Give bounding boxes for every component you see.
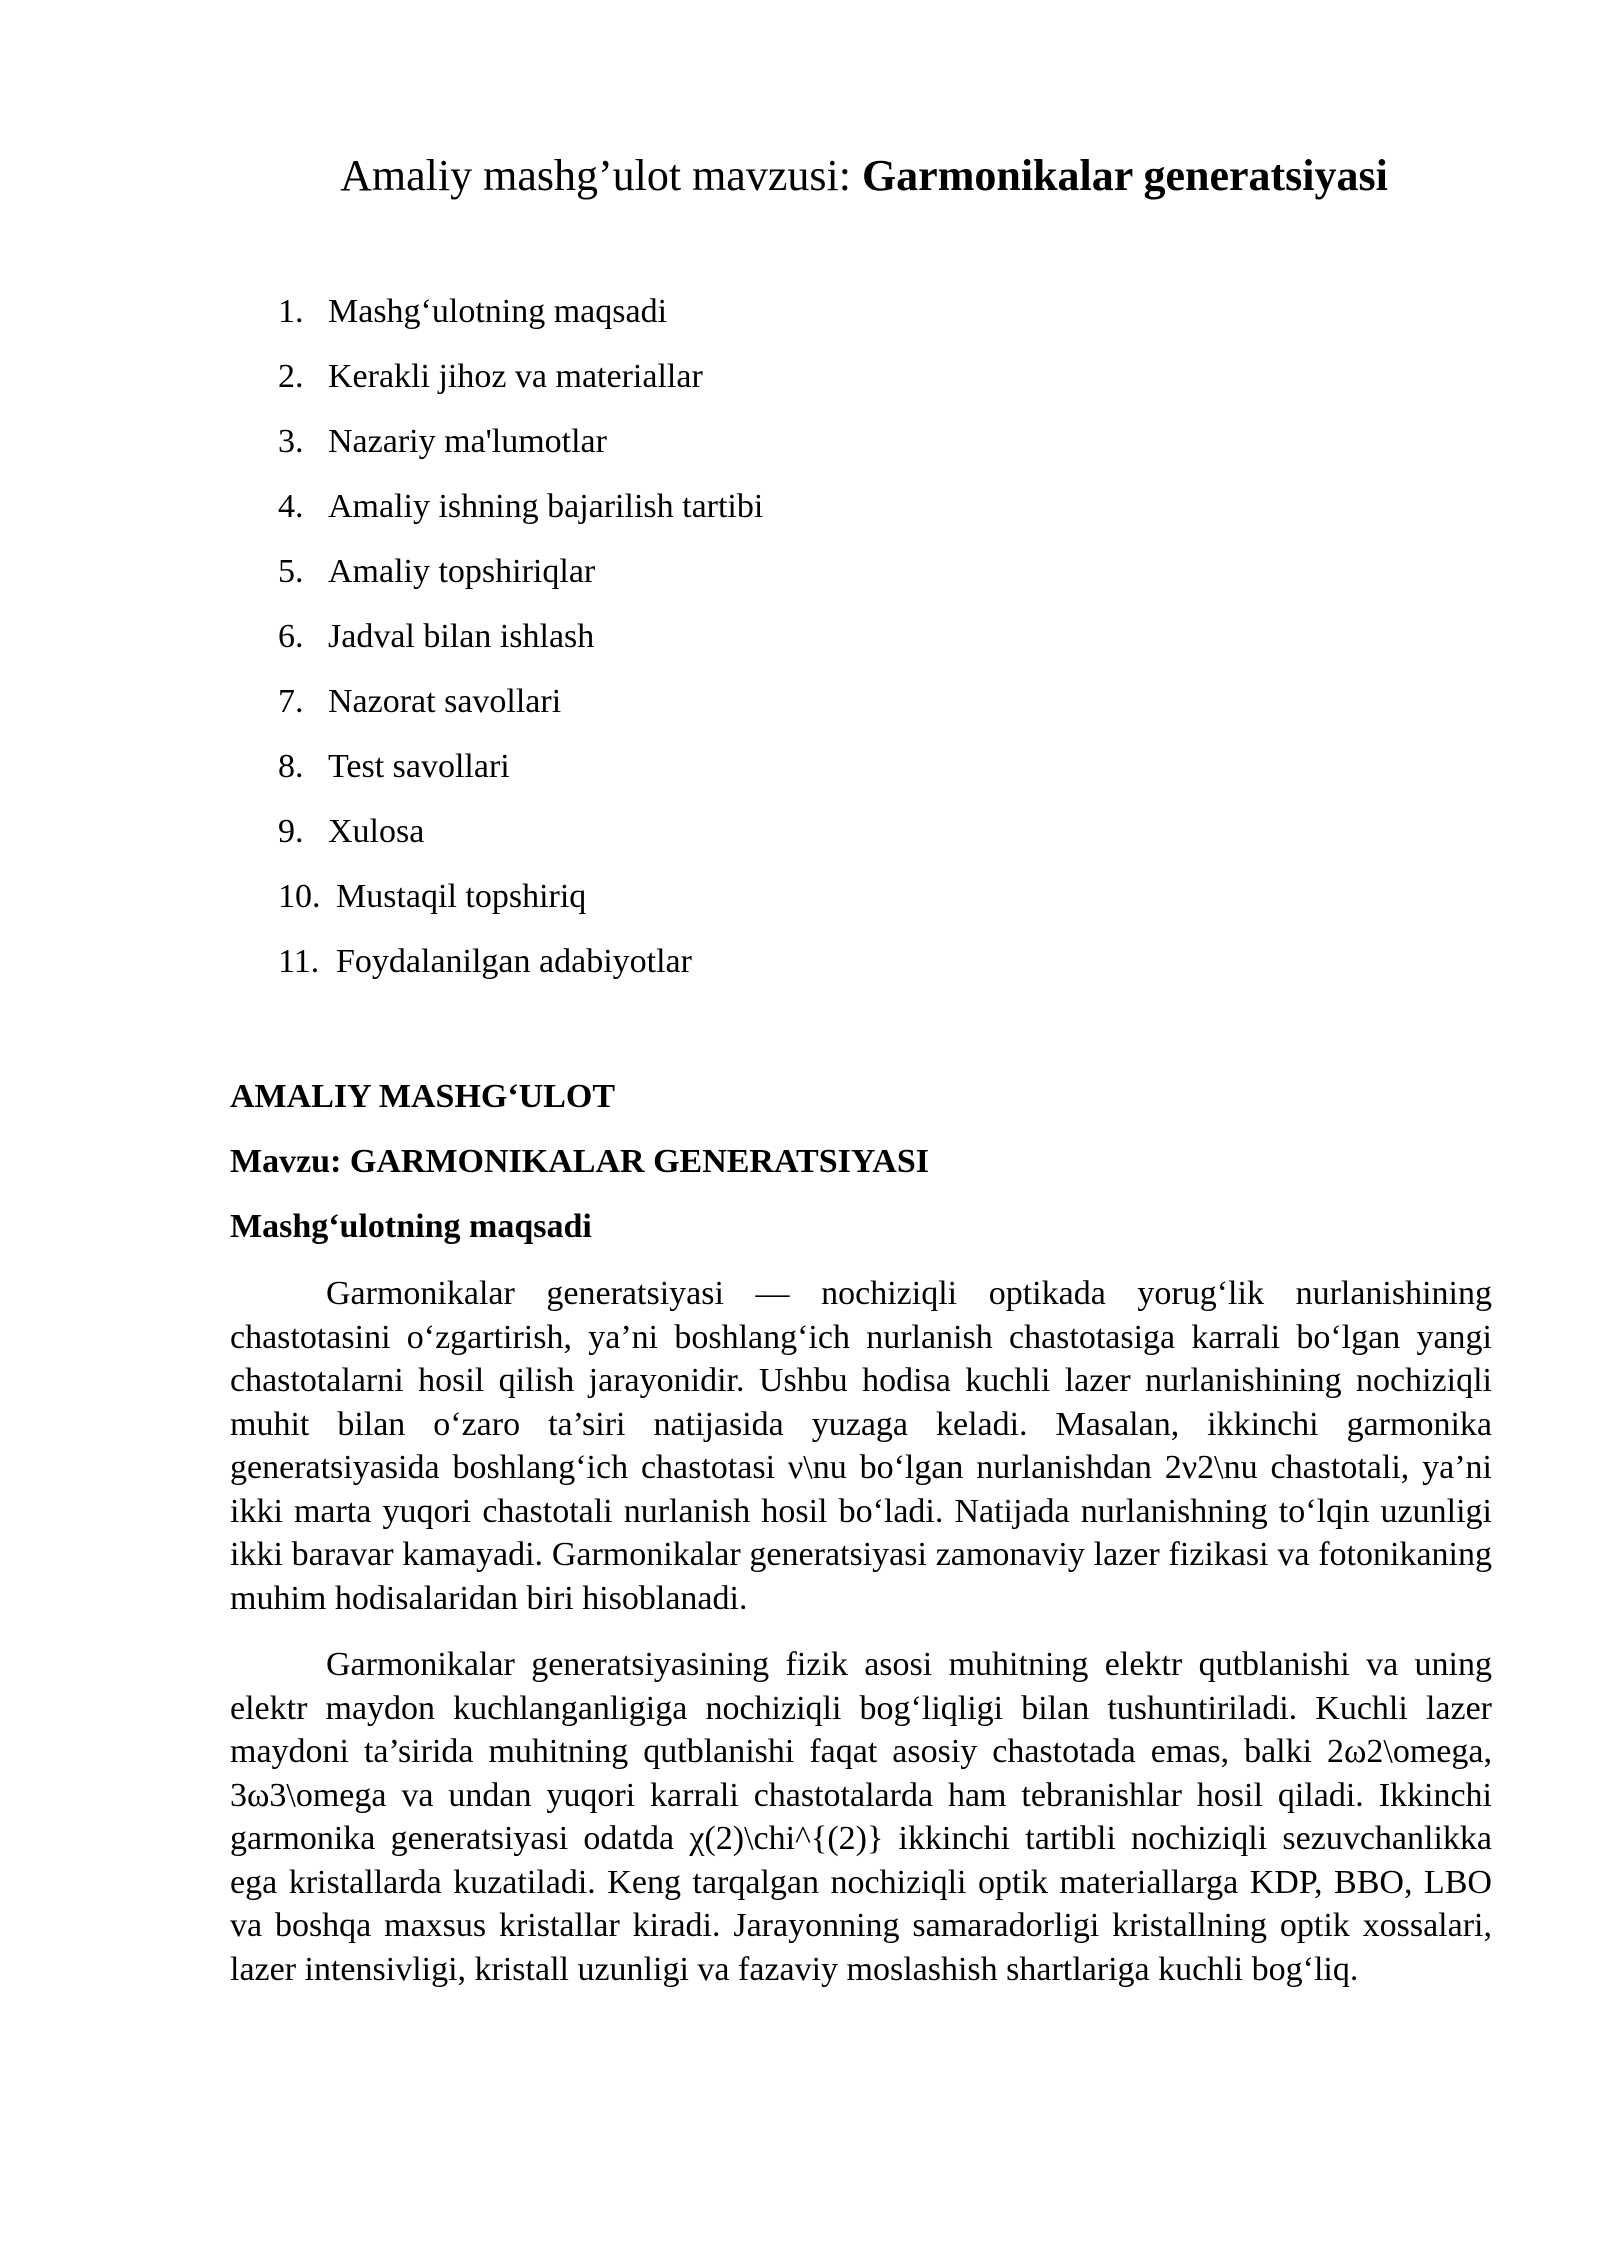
goal-heading: Mashg‘ulotning maqsadi xyxy=(230,1208,592,1245)
toc-item xyxy=(278,942,763,1007)
toc-label: Amaliy topshiriqlar xyxy=(328,553,596,590)
toc-number: 10. xyxy=(278,878,321,915)
document-title xyxy=(0,150,1600,201)
toc-label: Kerakli jihoz va materiallar xyxy=(328,358,703,395)
toc-item xyxy=(278,747,763,812)
toc-label: Amaliy ishning bajarilish tartibi xyxy=(328,488,764,525)
title-topic: Garmonikalar generatsiyasi xyxy=(861,151,1388,200)
title-prefix: Amaliy mashg’ulot mavzusi: xyxy=(340,151,862,200)
toc-label: Mashg‘ulotning maqsadi xyxy=(328,293,668,330)
section-heading: AMALIY MASHG‘ULOT xyxy=(230,1078,616,1115)
paragraph-physics: Garmonikalar generatsiyasining fizik asosi muhitning elektr qutblanishi va uning elektr maydon kuchlanganligiga nochiziqli bog‘liqligi bilan tushuntiriladi. Kuchli lazer maydoni ta’sirida muhitning qutblanishi faqat asosiy chastotada emas, balki 2ω2\omega, 3ω3\omega va undan yuqori karrali chastotalarda ham tebranishlar hosil qiladi. Ikkinchi garmonika generatsiyasi odatda χ(2)\chi^{(2)} ikkinchi tartibli nochiziqli sezuvchanlikka ega kristallarda kuzatiladi. Keng tarqalgan nochiziqli optik materiallarga KDP, BBO, LBO va boshqa maxsus kristallar kiradi. Jarayonning samaradorligi kristallning optik xossalari, lazer intensivligi, kristall uzunligi va fazaviy moslashish shartlariga kuchli bog‘liq. xyxy=(230,1646,1492,1988)
toc-item xyxy=(278,682,763,747)
toc-number: 6. xyxy=(278,618,304,655)
toc-number: 5. xyxy=(278,553,304,590)
toc-item xyxy=(278,422,763,487)
toc-number: 11. xyxy=(278,943,320,980)
topic-heading: Mavzu: GARMONIKALAR GENERATSIYASI xyxy=(230,1143,929,1180)
toc-label: Nazorat savollari xyxy=(328,683,562,720)
toc-number: 2. xyxy=(278,358,304,395)
toc-item xyxy=(278,812,763,877)
toc-label: Mustaqil topshiriq xyxy=(336,878,587,915)
toc-number: 9. xyxy=(278,813,304,850)
toc-item xyxy=(278,357,763,422)
toc-label: Nazariy ma'lumotlar xyxy=(328,423,607,460)
toc-item xyxy=(278,552,763,617)
toc-item xyxy=(278,487,763,552)
toc-label: Jadval bilan ishlash xyxy=(328,618,595,655)
toc-number: 4. xyxy=(278,488,304,525)
toc-label: Foydalanilgan adabiyotlar xyxy=(336,943,692,980)
toc-number: 7. xyxy=(278,683,304,720)
table-of-contents xyxy=(278,292,763,1007)
paragraph-intro: Garmonikalar generatsiyasi — nochiziqli optikada yorug‘lik nurlanishining chastotasini o‘zgartirish, ya’ni boshlang‘ich nurlanish chastotasiga karrali bo‘lgan yangi chastotalarni hosil qilish jarayonidir. Ushbu hodisa kuchli lazer nurlanishining nochiziqli muhit bilan o‘zaro ta’siri natijasida yuzaga keladi. Masalan, ikkinchi garmonika generatsiyasida boshlang‘ich chastotasi ν\nu bo‘lgan nurlanishdan 2ν2\nu chastotali, ya’ni ikki marta yuqori chastotali nurlanish hosil bo‘ladi. Natijada nurlanishning to‘lqin uzunligi ikki baravar kamayadi. Garmonikalar generatsiyasi zamonaviy lazer fizikasi va fotonikaning muhim hodisalaridan biri hisoblanadi. xyxy=(230,1275,1492,1617)
toc-item xyxy=(278,617,763,682)
toc-item xyxy=(278,292,763,357)
toc-number: 8. xyxy=(278,748,304,785)
toc-label: Test savollari xyxy=(328,748,510,785)
toc-label: Xulosa xyxy=(328,813,425,850)
toc-number: 1. xyxy=(278,293,304,330)
toc-number: 3. xyxy=(278,423,304,460)
toc-item xyxy=(278,877,763,942)
